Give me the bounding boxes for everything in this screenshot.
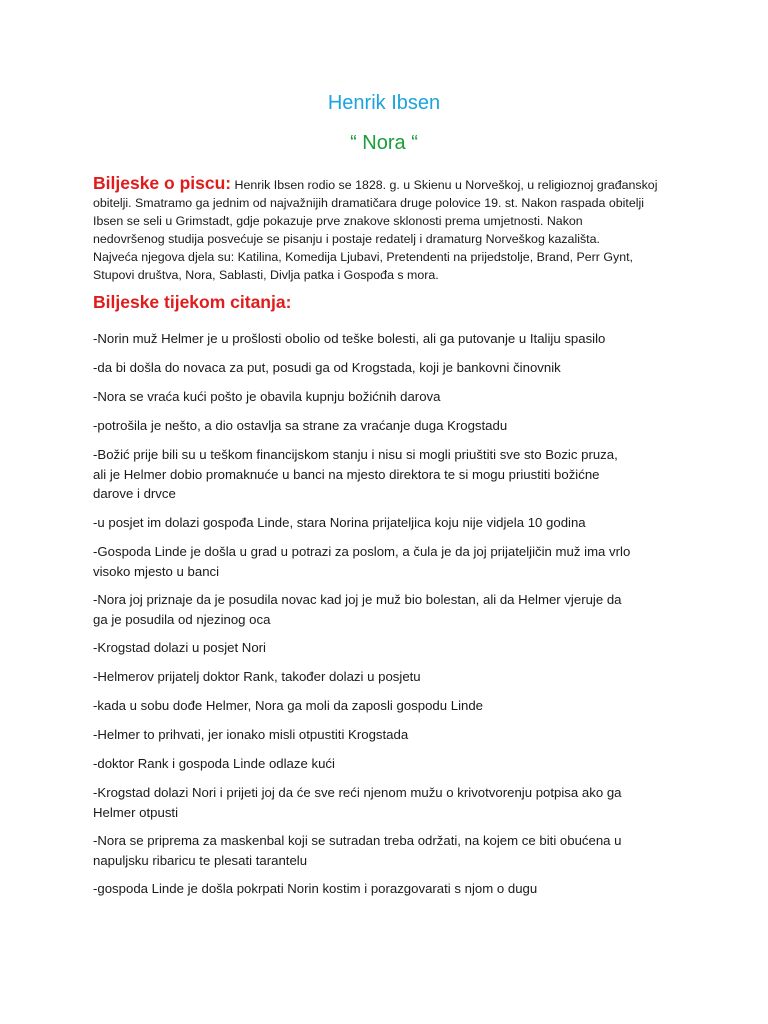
- bio-first-line: [93, 174, 683, 194]
- note-item: [93, 725, 693, 745]
- note-item: [93, 445, 693, 504]
- bio-line: nedovršenog studija posvećuje se pisanju i postaje redatelj i dramaturg Norveškog kazališta.: [93, 232, 600, 246]
- note-line: -Krogstad dolazi Nori i prijeti joj da će sve reći njenom mužu o krivotvorenju potpisa ako ga: [93, 785, 622, 800]
- work-title: “ Nora “: [350, 132, 418, 154]
- note-item: [93, 513, 693, 533]
- note-item: [93, 754, 693, 774]
- note-line: napuljsku ribaricu te plesati tarantelu: [93, 852, 308, 868]
- note-line: -Nora se priprema za maskenbal koji se sutradan treba održati, na kojem ce biti obućena u: [93, 833, 622, 848]
- notes-heading: Biljeske tijekom citanja:: [93, 292, 292, 312]
- note-line: -Nora joj priznaje da je posudila novac kad joj je muž bio bolestan, ali da Helmer vjeruje da: [93, 592, 622, 607]
- author-title: Henrik Ibsen: [327, 92, 441, 114]
- note-line: -Norin muž Helmer je u prošlosti obolio od teške bolesti, ali ga putovanje u Italiju spasilo: [93, 331, 606, 346]
- note-line: -u posjet im dolazi gospođa Linde, stara Norina prijateljica koju nije vidjela 10 godina: [93, 515, 586, 530]
- note-line: -doktor Rank i gospoda Linde odlaze kući: [93, 756, 335, 771]
- note-line: -Krogstad dolazi u posjet Nori: [93, 640, 266, 655]
- note-line: ga je posudila od njezinog oca: [93, 611, 271, 627]
- bio-line: Stupovi društva, Nora, Sablasti, Divlja patka i Gospođa s mora.: [93, 268, 439, 282]
- bio-line: Najveća njegova djela su: Katilina, Komedija Ljubavi, Pretendenti na prijedstolje, Brand, Perr Gynt,: [93, 250, 633, 264]
- note-item: [93, 667, 693, 687]
- note-line: -potrošila je nešto, a dio ostavlja sa strane za vraćanje duga Krogstadu: [93, 418, 508, 433]
- note-line: -Nora se vraća kući pošto je obavila kupnju božićnih darova: [93, 389, 441, 404]
- note-item: [93, 783, 693, 822]
- bio-line: Henrik Ibsen rodio se 1828. g. u Skienu u Norveškoj, u religioznoj građanskoj: [231, 178, 658, 192]
- note-item: [93, 358, 693, 378]
- note-line: -Helmerov prijatelj doktor Rank, također dolazi u posjetu: [93, 669, 421, 684]
- note-line: visoko mjesto u banci: [93, 563, 220, 579]
- note-item: [93, 387, 693, 407]
- biography-heading: Biljeske o piscu:: [93, 173, 232, 193]
- note-item: [93, 638, 693, 658]
- note-item: [93, 879, 693, 899]
- note-line: -Helmer to prihvati, jer ionako misli otpustiti Krogstada: [93, 727, 409, 742]
- note-item: [93, 831, 693, 870]
- note-line: Helmer otpusti: [93, 804, 179, 820]
- note-line: -kada u sobu dođe Helmer, Nora ga moli da zaposli gospodu Linde: [93, 698, 484, 713]
- note-line: ali je Helmer dobio promaknuće u banci na mjesto direktora te si mogu priustiti božićne: [93, 466, 600, 482]
- note-line: -da bi došla do novaca za put, posudi ga od Krogstada, koji je bankovni činovnik: [93, 360, 561, 375]
- bio-line: obitelji. Smatramo ga jednim od najvažnijih dramatičara druge polovice 19. st. Nakon raspada obitelji: [93, 196, 644, 210]
- note-item: [93, 329, 693, 349]
- note-line: -Božić prije bili su u teškom financijskom stanju i nisu si mogli priuštiti sve sto Bozic pruza,: [93, 447, 618, 462]
- note-item: [93, 416, 693, 436]
- bio-line: Ibsen se seli u Grimstadt, gdje pokazuje prve znakove sklonosti prema umjetnosti. Nakon: [93, 214, 583, 228]
- biography-paragraph: [93, 174, 683, 284]
- note-item: [93, 696, 693, 716]
- note-item: [93, 590, 693, 629]
- note-line: -Gospoda Linde je došla u grad u potrazi za poslom, a čula je da joj prijateljičin muž ima vrlo: [93, 544, 631, 559]
- note-line: darove i drvce: [93, 486, 176, 501]
- note-line: -gospoda Linde je došla pokrpati Norin kostim i porazgovarati s njom o dugu: [93, 881, 538, 896]
- note-item: [93, 542, 693, 581]
